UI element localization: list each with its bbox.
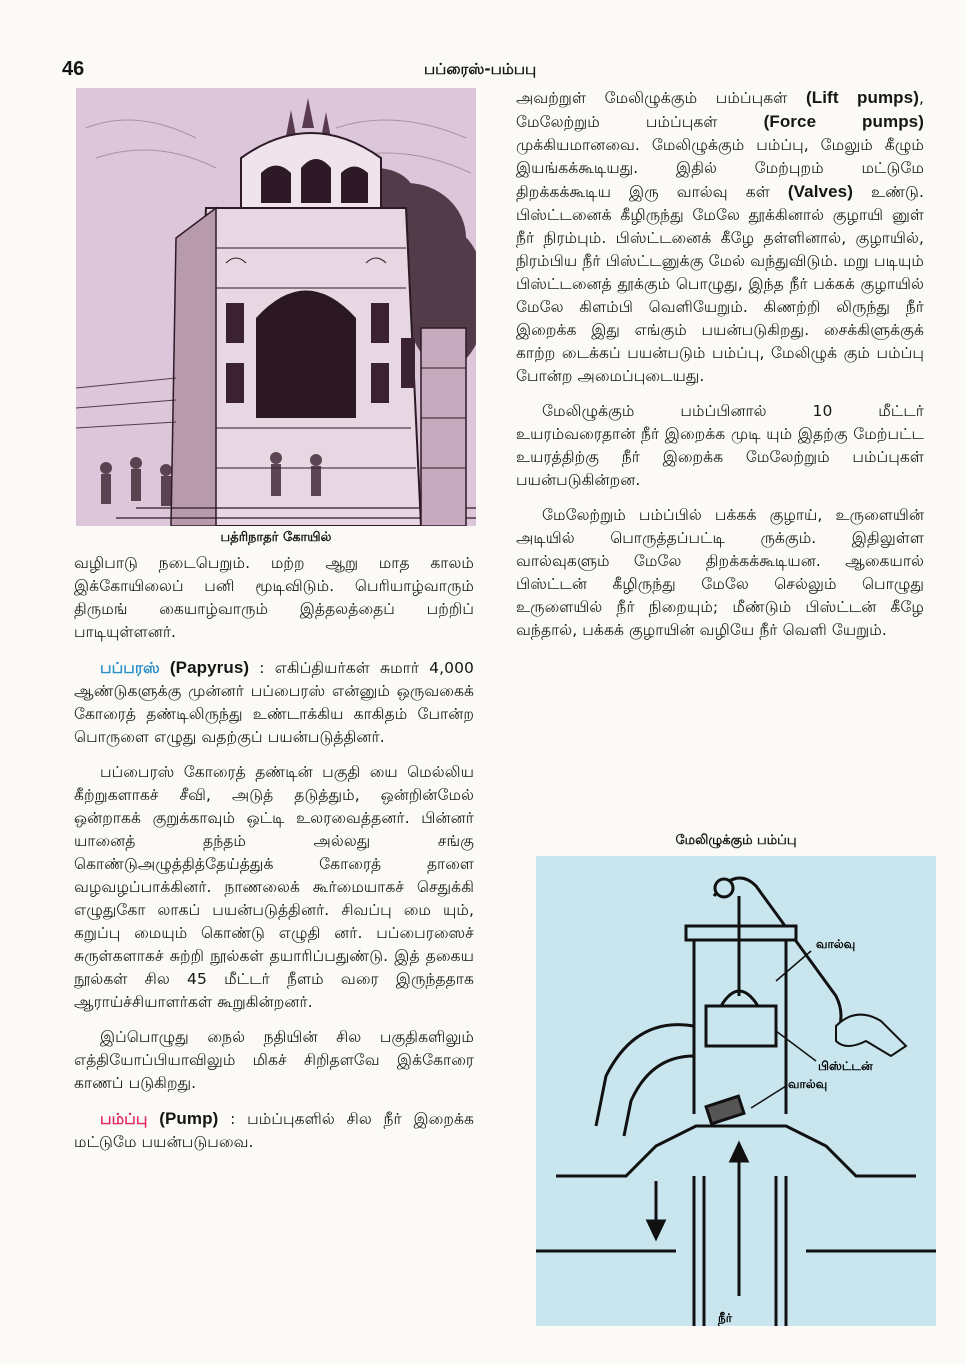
left-column xyxy=(74,552,474,1166)
page-number: 46 xyxy=(62,58,85,80)
text-run: முக்கியமானவை. மேலிழுக்கும் பம்ப்பு, மேலும் கீழும் இயங்கக்கூடியது. இதில் மேற்புறம் மட்டுமே திறக்கக்கூடிய இரு வால்வு கள் xyxy=(516,136,924,201)
label-valve-top: வால்வு xyxy=(816,937,856,951)
paragraph xyxy=(516,86,924,388)
entry-text: : பம்ப்புகளில் சில நீர் இறைக்க மட்டுமே பயன்படுபவை. xyxy=(74,1110,474,1151)
running-head: பப்ரைஸ்-பம்பபு xyxy=(424,60,537,78)
paragraph: மேலிழுக்கும் பம்ப்பினால் 10 மீட்டர் உயரம்வரைதான் நீர் இறைக்க முடி யும் இதற்கு மேற்பட்ட உயரத்திற்கு நீர் இறைக்க மேலேற்றும் பம்ப்புகள் பயன்படுகின்றன. xyxy=(516,402,924,489)
entry-english-papyrus: (Papyrus) xyxy=(169,658,250,677)
paragraph: வழிபாடு நடைபெறும். மற்ற ஆறு மாத காலம் இக்கோயிலைப் பனி மூடிவிடும். பெரியாழ்வாரும் திருமங் கையாழ்வாரும் இத்தலத்தைப் பற்றிப் பாடியுள்ளனர். xyxy=(74,554,474,641)
label-valve-bottom: வால்வு xyxy=(788,1077,828,1091)
paragraph: இப்பொழுது நைல் நதியின் சில பகுதிகளிலும் எத்தியோப்பியாவிலும் மிகச் சிறிதளவே இக்கோரை காணப் படுகிறது. xyxy=(74,1028,474,1092)
english-term-force-pumps: (Force pumps) xyxy=(763,112,924,131)
entry-text: : எகிப்தியர்கள் சுமார் 4,000 ஆண்டுகளுக்கு முன்னர் பப்பைரஸ் என்னும் ஒருவகைக் கோரைத் தண்டிலிருந்து உண்டாக்கிய காகிதம் போன்ற பொருளை எழுது வதற்குப் பயன்படுத்தினர். xyxy=(74,659,474,746)
entry-english-pump: (Pump) xyxy=(159,1109,219,1128)
temple-caption: பத்ரிநாதர் கோயில் xyxy=(220,530,332,545)
english-term-valves: (Valves) xyxy=(787,182,853,201)
pump-caption: மேலிழுக்கும் பம்ப்பு xyxy=(675,833,797,848)
label-piston: பிஸ்ட்டன் xyxy=(818,1059,873,1073)
paragraph: பப்பைரஸ் கோரைத் தண்டின் பகுதி யை மெல்லிய கீற்றுகளாகச் சீவி, அடுத் தடுத்தும், ஒன்றின்மேல் ஒன்றாகக் குறுக்காவும் ஒட்டி உலரவைத்தனர். பின்னர் யானைத் தந்தம் அல்லது சங்கு கொண்டுஅழுத்தித்தேய்த்துக் கோரைத் தாளை வழவழப்பாக்கினர். நாணலைக் கூர்மையாகச் செதுக்கி எழுதுகோ லாகப் பயன்படுத்தினர். சிவப்பு மை யும், கறுப்பு மையும் கொண்டு எழுதி னர். பப்பைரஸைச் சுருள்களாகச் சுற்றி நூல்கள் தயாரிப்பதுண்டு. இத் தகைய நூல்கள் சில 45 மீட்டர் நீளம் வரை இருந்ததாக ஆராய்ச்சியாளர்கள் கூறுகின்றனர். xyxy=(74,763,474,1011)
paragraph-pump xyxy=(74,1107,474,1154)
paragraph: மேலேற்றும் பம்ப்பில் பக்கக் குழாய், உருளையின் அடியில் பொருத்தப்பட்டி ருக்கும். இதிலுள்ள வால்வுகளும் மேலே திறக்கக்கூடியன. ஆகையால் பிஸ்ட்டன் கீழிருந்து மேலே செல்லும் பொழுது உருளையில் நீர் நிறையும்; மீண்டும் பிஸ்ட்டன் கீழே வந்தால், பக்கக் குழாயின் வழியே நீர் வெளி யேறும். xyxy=(516,506,924,639)
temple-illustration xyxy=(76,88,476,526)
right-column xyxy=(516,86,924,654)
text-run: , மேலேற்றும் பம்ப்புகள் xyxy=(516,89,924,131)
english-term-lift-pumps: (Lift pumps) xyxy=(805,88,919,107)
label-water: நீர் xyxy=(718,1311,732,1325)
lift-pump-diagram xyxy=(536,856,936,1326)
text-run: உண்டு. பிஸ்ட்டனைக் கீழிருந்து மேலே தூக்கினால் குழாயி னுள் நீர் நிரம்பும். பிஸ்ட்டனைக் கீழே தள்ளினால், குழாயில், நிரம்பிய நீர் பிஸ்ட்டனுக்கு மேல் வந்துவிடும். மறு படியும் பிஸ்ட்டனைத் தூக்கும் பொழுது, இந்த நீர் பக்கக் குழாயில் மேலே கிளம்பி வெளியேறும். கிணற்றி லிருந்து நீர் இறைக்க இது எங்கும் பயன்படுகிறது. சைக்கிளுக்குக் காற்ற டைக்கப் பயன்படும் பம்ப்பு, மேலிழுக் கும் பம்ப்பு போன்ற அமைப்புடையது. xyxy=(516,183,924,385)
text-run: அவற்றுள் மேலிழுக்கும் பம்ப்புகள் xyxy=(516,89,788,107)
paragraph-papyrus xyxy=(74,656,474,749)
entry-term-papyrus: பப்பரஸ் xyxy=(100,659,160,677)
entry-term-pump: பம்ப்பு xyxy=(100,1110,148,1128)
